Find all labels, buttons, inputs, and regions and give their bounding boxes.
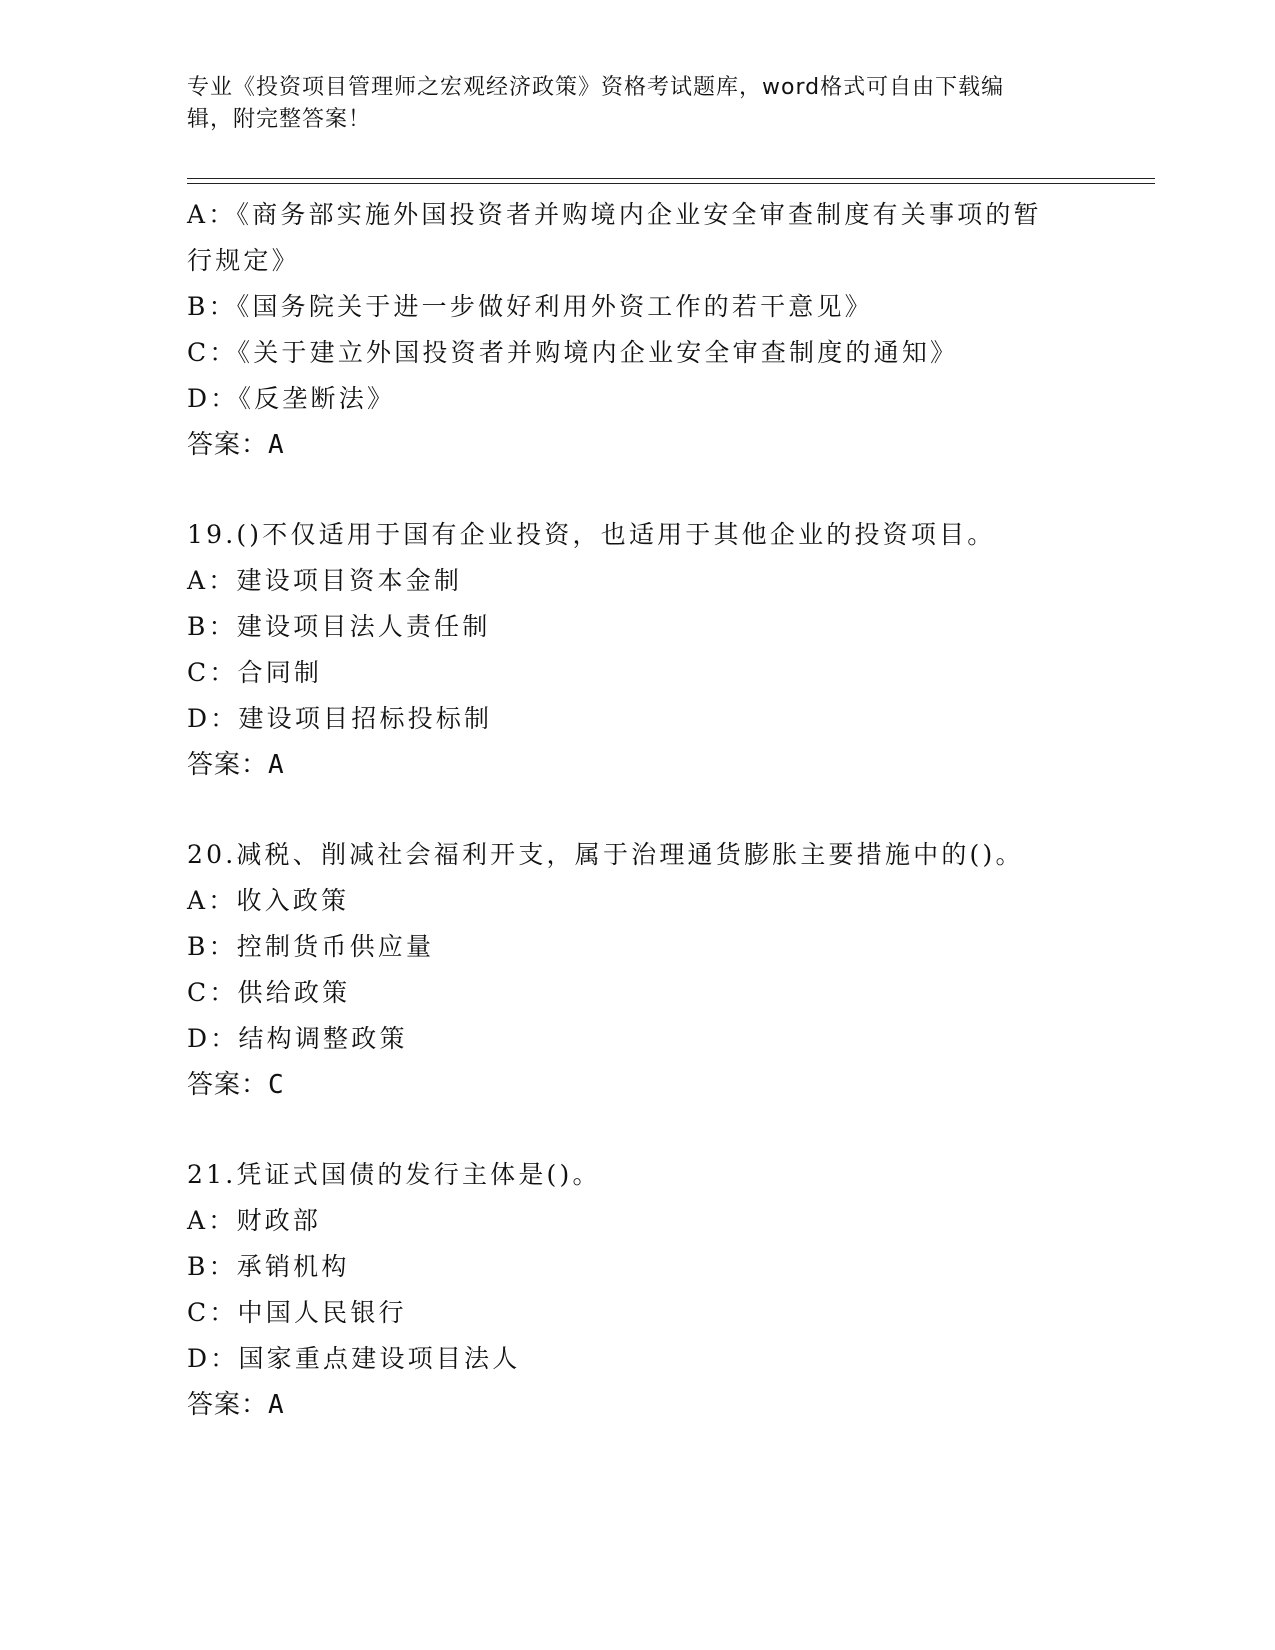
- option-a: A：建设项目资本金制: [187, 566, 463, 595]
- question-stem: 19.()不仅适用于国有企业投资，也适用于其他企业的投资项目。: [187, 520, 996, 549]
- answer-label: 答案：: [187, 750, 269, 780]
- header-divider-bottom: [187, 183, 1155, 184]
- document-header: [187, 72, 1087, 136]
- answer-label: 答案：: [187, 1390, 269, 1420]
- option-a-line-1: A：《商务部实施外国投资者并购境内企业安全审查制度有关事项的暂: [187, 200, 1042, 229]
- question-stem: 20.减税、削减社会福利开支，属于治理通货膨胀主要措施中的()。: [187, 840, 1024, 869]
- question-20: [187, 832, 1087, 1108]
- question-19: [187, 512, 1087, 788]
- question-18: [187, 192, 1087, 468]
- question-21: [187, 1152, 1087, 1428]
- option-b: B：《国务院关于进一步做好利用外资工作的若干意见》: [187, 292, 873, 321]
- option-c: C：中国人民银行: [187, 1298, 407, 1327]
- option-a: A：收入政策: [187, 886, 350, 915]
- option-d: D：《反垄断法》: [187, 384, 396, 413]
- answer-label: 答案：: [187, 430, 269, 460]
- option-d: D：结构调整政策: [187, 1024, 408, 1053]
- answer-value: A: [268, 1390, 285, 1420]
- option-b: B：承销机构: [187, 1252, 350, 1281]
- option-a: A：财政部: [187, 1206, 322, 1235]
- option-b: B：控制货币供应量: [187, 932, 435, 961]
- answer-value: C: [268, 1070, 285, 1100]
- option-d: D：建设项目招标投标制: [187, 704, 493, 733]
- header-line-2: 辑，附完整答案！: [187, 107, 372, 132]
- option-c: C：合同制: [187, 658, 323, 687]
- question-stem: 21.凭证式国债的发行主体是()。: [187, 1160, 601, 1189]
- answer-line: [187, 1062, 1087, 1108]
- option-d: D：国家重点建设项目法人: [187, 1344, 521, 1373]
- answer-line: [187, 422, 1087, 468]
- option-c: C：供给政策: [187, 978, 351, 1007]
- option-b: B：建设项目法人责任制: [187, 612, 491, 641]
- answer-label: 答案：: [187, 1070, 269, 1100]
- question-content: [187, 192, 1087, 1428]
- option-c: C：《关于建立外国投资者并购境内企业安全审查制度的通知》: [187, 338, 959, 367]
- header-divider-top: [187, 178, 1155, 179]
- answer-line: [187, 742, 1087, 788]
- answer-value: A: [268, 750, 285, 780]
- answer-value: A: [268, 430, 285, 460]
- header-line-1: 专业《投资项目管理师之宏观经济政策》资格考试题库，word格式可自由下载编: [187, 75, 1005, 100]
- option-a-line-2: 行规定》: [187, 246, 300, 275]
- answer-line: [187, 1382, 1087, 1428]
